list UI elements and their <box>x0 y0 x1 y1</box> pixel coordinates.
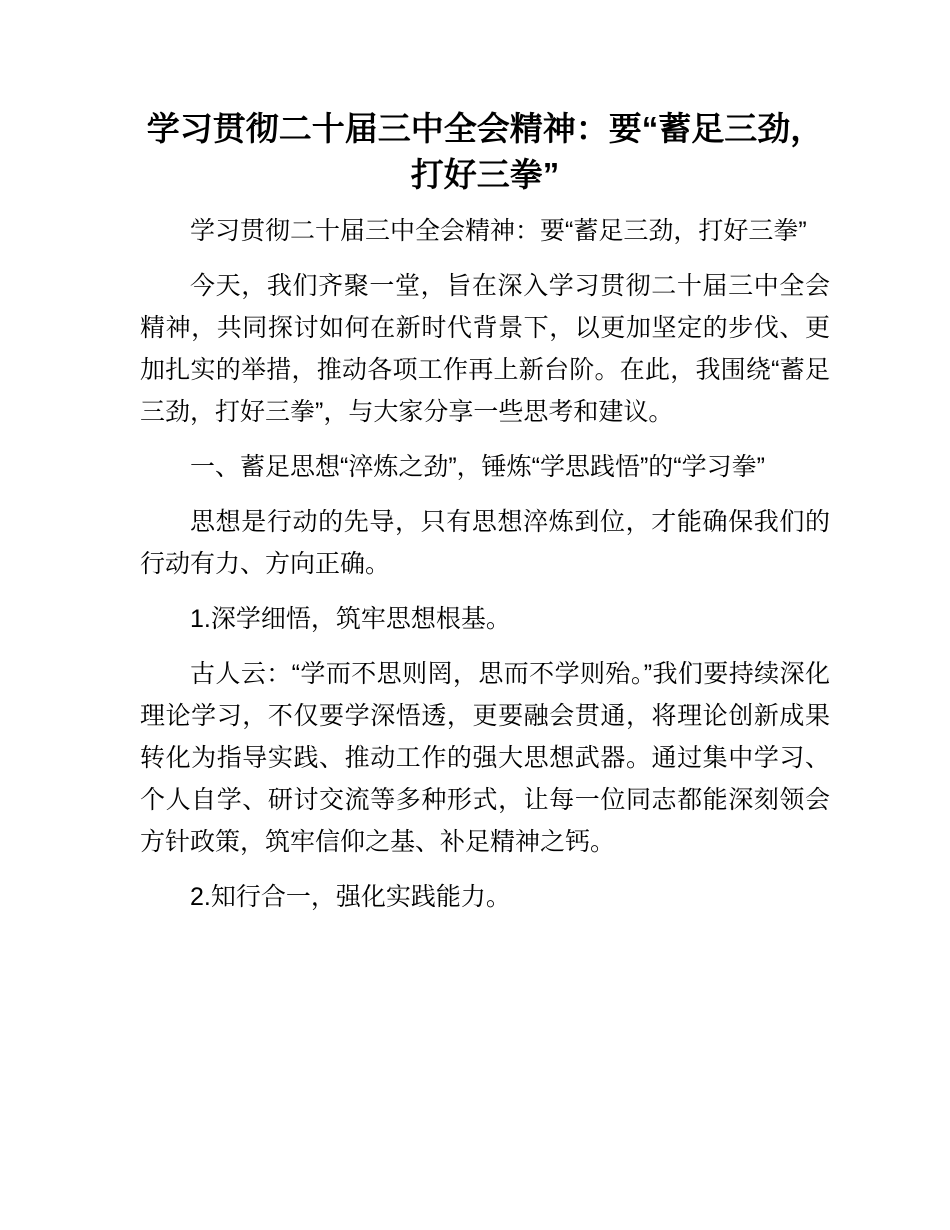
paragraph-numbered-point: 1.深学细悟，筑牢思想根基。 <box>190 605 511 633</box>
document-body <box>140 210 830 918</box>
paragraph-body: 古人云：“学而不思则罔，思而不学则殆。”我们要持续深化理论学习，不仅要学深悟透，更要融会贯通，将理论创新成果转化为指导实践、推动工作的强大思想武器。通过集中学习、个人自学、研讨交流等多种形式，让每一位同志都能深刻领会方针政策，筑牢信仰之基、补足精神之钙。 <box>140 660 830 856</box>
paragraph-body: 今天，我们齐聚一堂，旨在深入学习贯彻二十届三中全会精神，共同探讨如何在新时代背景下，以更加坚定的步伐、更加扎实的举措，推动各项工作再上新台阶。在此，我围绕“蓄足三劲，打好三拳”，与大家分享一些思考和建议。 <box>140 272 830 426</box>
paragraph-numbered-point: 2.知行合一，强化实践能力。 <box>190 883 511 911</box>
paragraph-body: 学习贯彻二十届三中全会精神：要“蓄足三劲，打好三拳” <box>190 217 807 245</box>
document-title: 学习贯彻二十届三中全会精神：要“蓄足三劲，打好三拳” <box>146 110 824 193</box>
paragraph-body: 思想是行动的先导，只有思想淬炼到位，才能确保我们的行动有力、方向正确。 <box>140 508 830 578</box>
paragraph-section-heading: 一、蓄足思想“淬炼之劲”，锤炼“学思践悟”的“学习拳” <box>190 453 765 481</box>
